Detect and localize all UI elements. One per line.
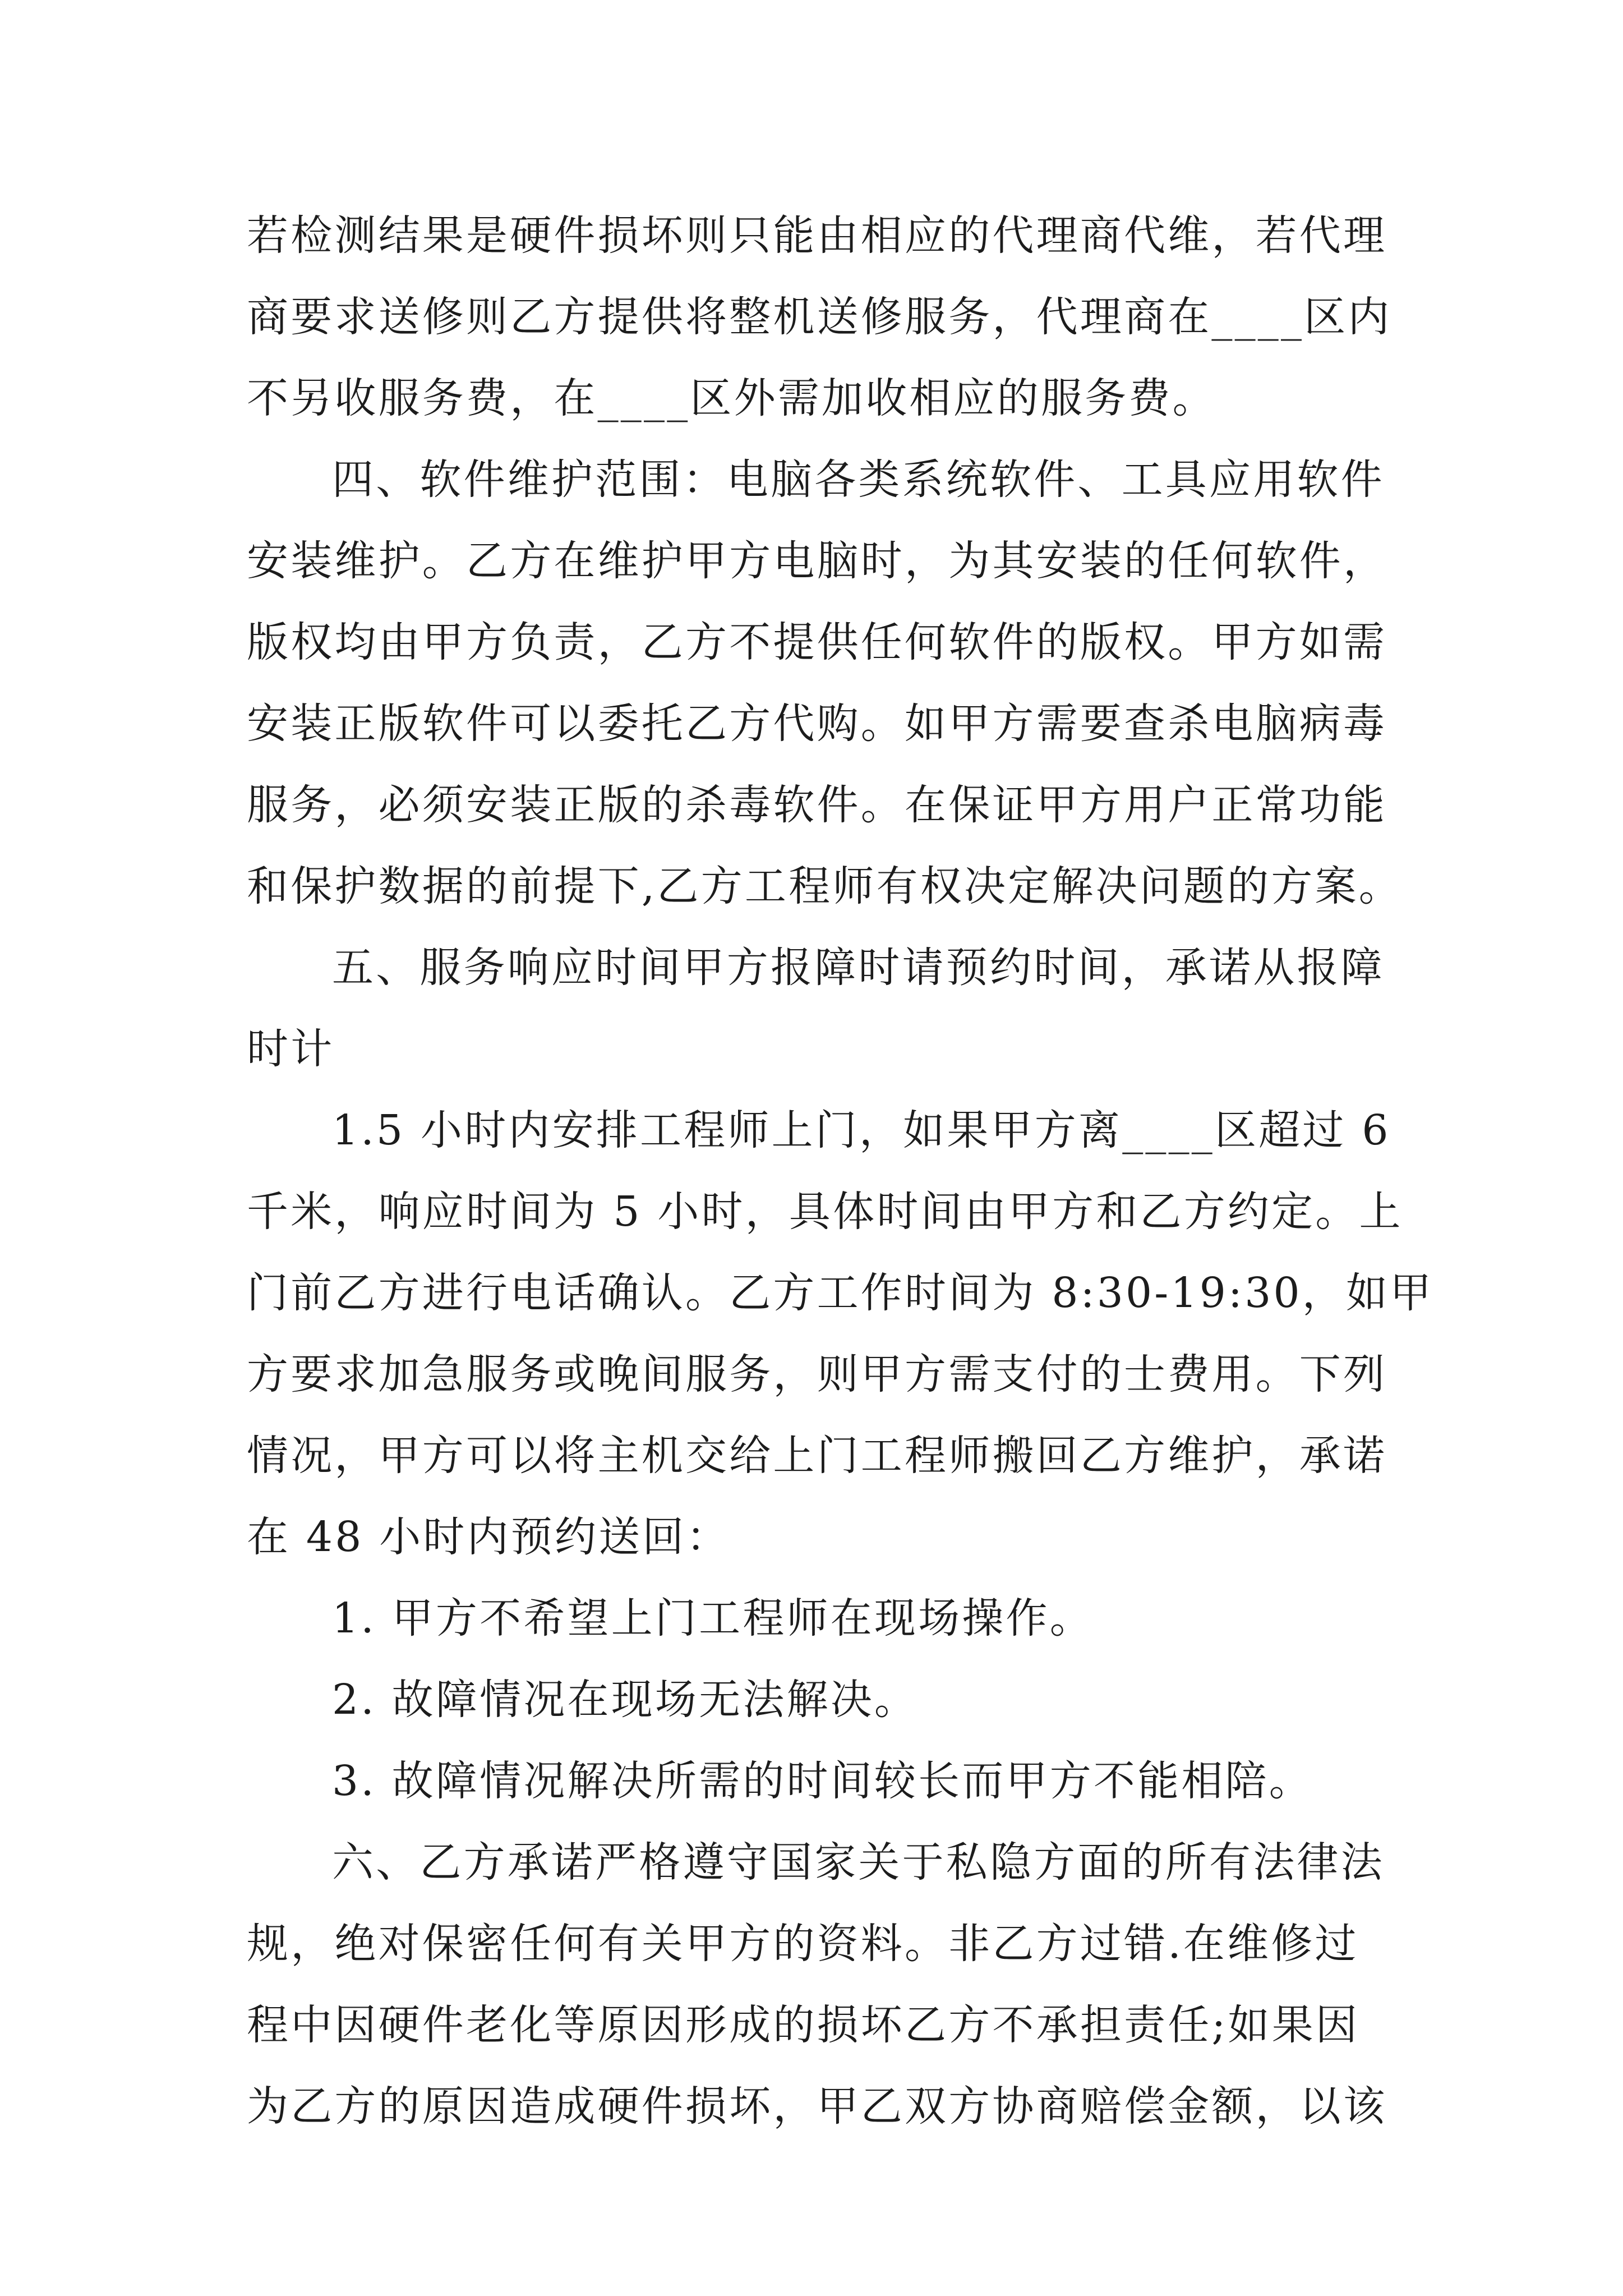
text-line-22: 规，绝对保密任何有关甲方的资料。非乙方过错.在维修过 [247,1920,1359,1968]
text-line-3: 不另收服务费，在____区外需加收相应的服务费。 [247,374,1216,422]
text-line-9: 和保护数据的前提下,乙方工程师有权决定解决问题的方案。 [247,862,1403,910]
section-six-heading-line: 六、乙方承诺严格遵守国家关于私隐方面的所有法律法 [332,1838,1385,1887]
text-line-1: 若检测结果是硬件损坏则只能由相应的代理商代维，若代理 [247,211,1387,260]
text-line-14: 门前乙方进行电话确认。乙方工作时间为 8:30-19:30，如甲 [247,1269,1434,1317]
list-item-2: 2. 故障情况在现场无法解决。 [332,1676,919,1724]
text-line-23: 程中因硬件老化等原因形成的损坏乙方不承担责任;如果因 [247,2001,1360,2049]
text-line-24: 为乙方的原因造成硬件损坏，甲乙双方协商赔偿金额，以该 [247,2082,1387,2131]
text-line-8: 服务，必须安装正版的杀毒软件。在保证甲方用户正常功能 [247,781,1387,829]
section-five-heading-line: 五、服务响应时间甲方报障时请预约时间，承诺从报障 [332,944,1385,992]
text-line-6: 版权均由甲方负责，乙方不提供任何软件的版权。甲方如需 [247,618,1387,666]
text-line-17: 在 48 小时内预约送回： [247,1513,730,1561]
text-line-13: 千米，响应时间为 5 小时，具体时间由甲方和乙方约定。上 [247,1188,1403,1236]
list-item-3: 3. 故障情况解决所需的时间较长而甲方不能相陪。 [332,1757,1313,1805]
list-item-1: 1. 甲方不希望上门工程师在现场操作。 [332,1594,1094,1642]
text-line-7: 安装正版软件可以委托乙方代购。如甲方需要查杀电脑病毒 [247,700,1387,748]
text-line-16: 情况，甲方可以将主机交给上门工程师搬回乙方维护，承诺 [247,1432,1387,1480]
paragraph-response-time-line: 1.5 小时内安排工程师上门，如果甲方离____区超过 6 [332,1106,1391,1154]
text-line-2: 商要求送修则乙方提供将整机送修服务，代理商在____区内 [247,293,1392,341]
text-line-5: 安装维护。乙方在维护甲方电脑时，为其安装的任何软件， [247,537,1387,585]
text-line-15: 方要求加急服务或晚间服务，则甲方需支付的士费用。下列 [247,1350,1387,1398]
text-line-11: 时计 [247,1025,335,1073]
section-four-heading-line: 四、软件维护范围：电脑各类系统软件、工具应用软件 [332,455,1385,504]
